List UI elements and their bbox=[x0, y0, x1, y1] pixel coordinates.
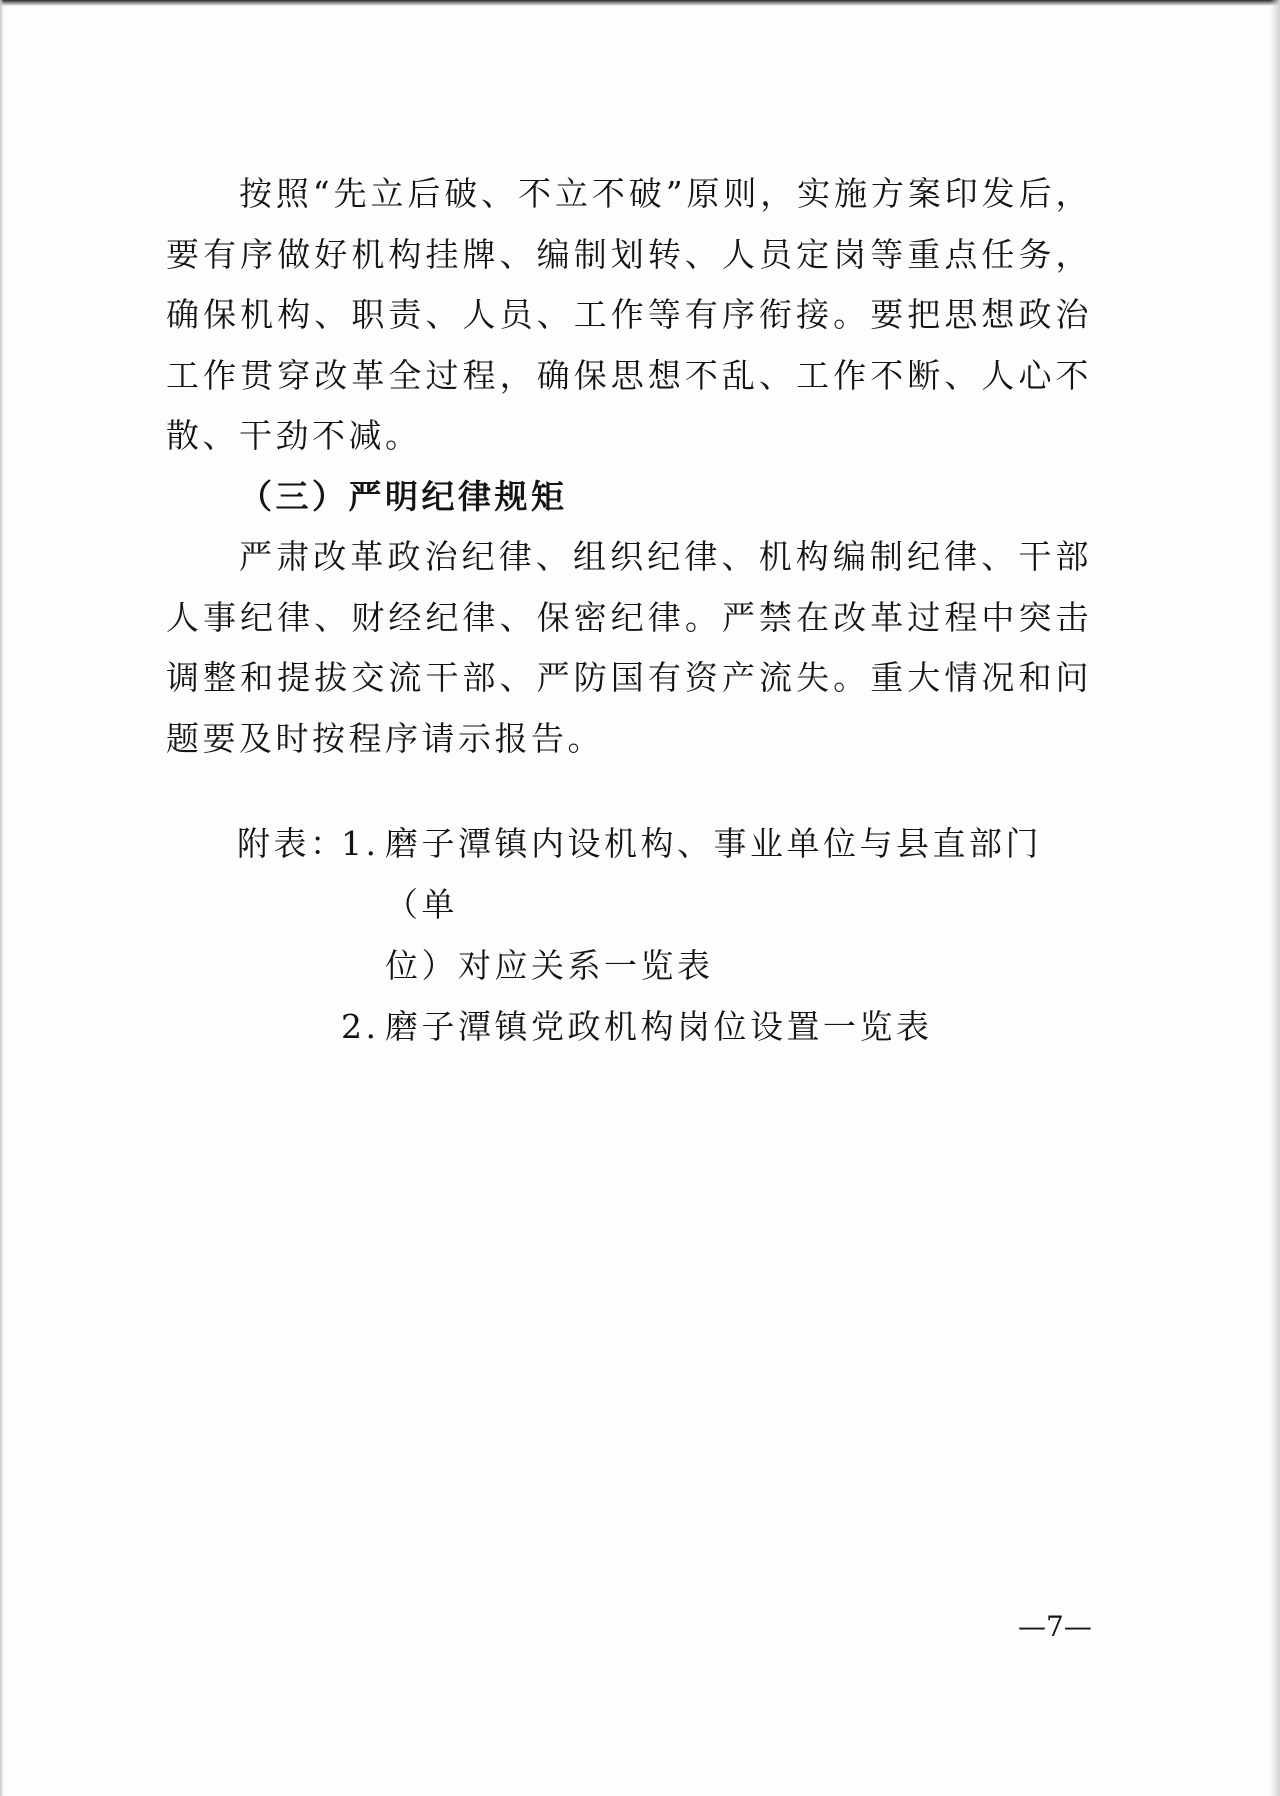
attachments-list bbox=[237, 813, 1097, 1057]
attachment-title-continuation: 位）对应关系一览表 bbox=[385, 946, 714, 985]
attachment-title: 磨子潭镇党政机构岗位设置一览表 bbox=[385, 1007, 933, 1046]
attachments-label: 附表： bbox=[237, 824, 347, 863]
attachment-item-2 bbox=[237, 996, 1097, 1057]
page-number: —7— bbox=[1018, 1610, 1092, 1643]
attachments-label-spacer bbox=[237, 996, 341, 1057]
attachment-title: 磨子潭镇内设机构、事业单位与县直部门（单 bbox=[385, 824, 1042, 924]
paragraph-discipline: 严肃改革政治纪律、组织纪律、机构编制纪律、干部人事纪律、财经纪律、保密纪律。严禁在改革过程中突击调整和提拔交流干部、严防国有资产流失。重大情况和问题要及时按程序请示报告。 bbox=[166, 537, 1092, 758]
body-text bbox=[166, 164, 1092, 769]
attachment-number: 2. bbox=[341, 1007, 380, 1046]
scan-right-edge bbox=[1270, 0, 1280, 1796]
paragraph-transition: 按照“先立后破、不立不破”原则，实施方案印发后，要有序做好机构挂牌、编制划转、人员定岗等重点任务，确保机构、职责、人员、工作等有序衔接。要把思想政治工作贯穿改革全过程，确保思想不乱、工作不断、人心不散、干劲不减。 bbox=[166, 174, 1092, 455]
attachment-item-1 bbox=[237, 813, 1097, 935]
attachment-number: 1. bbox=[341, 824, 380, 863]
scan-top-edge bbox=[0, 0, 1280, 6]
section-heading: （三）严明纪律规矩 bbox=[239, 476, 568, 516]
scan-left-edge bbox=[0, 0, 4, 1796]
